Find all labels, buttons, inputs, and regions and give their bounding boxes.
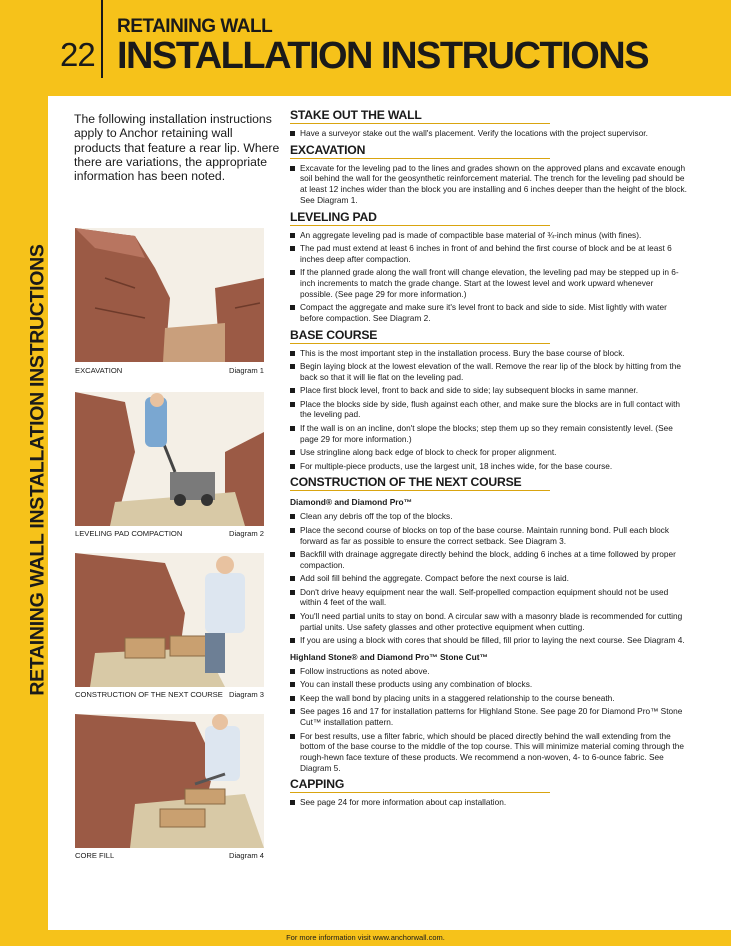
section-title-leveling: LEVELING PAD [290, 210, 550, 226]
list-excavation [290, 163, 688, 206]
list-item: Clean any debris off the top of the blocks. [290, 511, 688, 522]
caption-label: Diagram 3 [228, 690, 264, 699]
list-item: Add soil fill behind the aggregate. Compact before the next course is laid. [290, 573, 688, 584]
list-item: Compact the aggregate and make sure it's level front to back and side to side. Mist lightly with water before compaction. See Diagram 2. [290, 302, 688, 323]
excavation-illustration [75, 228, 264, 362]
sidebar-label: RETAINING WALL INSTALLATION INSTRUCTIONS [26, 244, 49, 696]
section-title-next: CONSTRUCTION OF THE NEXT COURSE [290, 475, 550, 491]
list-next-diamond [290, 511, 688, 646]
next-course-illustration [75, 553, 264, 687]
diagram-core-fill [75, 714, 264, 848]
list-item: You can install these products using any combination of blocks. [290, 679, 688, 690]
caption-label: Diagram 2 [228, 529, 264, 538]
list-item: Backfill with drainage aggregate directly behind the block, adding 6 inches at a time followed by proper compaction. [290, 549, 688, 570]
caption-text: EXCAVATION [75, 366, 123, 375]
list-item: If the wall is on an incline, don't slope the blocks; step them up so they remain consistently level. (See page 29 for more information.) [290, 423, 688, 444]
list-item: Follow instructions as noted above. [290, 666, 688, 677]
footer-band [0, 930, 731, 946]
list-item: For multiple-piece products, use the largest unit, 18 inches wide, for the base course. [290, 461, 688, 472]
intro-paragraph: The following installation instructions apply to Anchor retaining wall products that feature a rear lip. Where there are variations, the appropriate information has been noted. [74, 112, 280, 184]
list-base [290, 348, 688, 472]
footer-link-text[interactable]: For more information visit www.anchorwall.com. [286, 933, 445, 942]
list-item: Don't drive heavy equipment near the wall. Self-propelled compaction equipment should not be used within 4 feet of the wall. [290, 587, 688, 608]
list-item: Place first block level, front to back and side to side; lay subsequent blocks in same manner. [290, 385, 688, 396]
diagram-caption-2 [75, 529, 264, 538]
caption-text: CORE FILL [75, 851, 115, 860]
page-title: INSTALLATION INSTRUCTIONS [117, 35, 649, 77]
section-title-stake: STAKE OUT THE WALL [290, 108, 550, 124]
leveling-illustration [75, 392, 264, 526]
diagram-next-course [75, 553, 264, 687]
caption-label: Diagram 1 [228, 366, 264, 375]
list-item: If you are using a block with cores that should be filled, fill prior to laying the next course. See Diagram 4. [290, 635, 688, 646]
diagram-caption-1 [75, 366, 264, 375]
list-item: This is the most important step in the installation process. Bury the base course of block. [290, 348, 688, 359]
section-title-excavation: EXCAVATION [290, 143, 550, 159]
core-fill-illustration [75, 714, 264, 848]
list-next-highland [290, 666, 688, 774]
list-item: For best results, use a filter fabric, which should be placed directly behind the wall extending from the bottom of the base course to the middle of the top course. This will minimize material coming through the rough-hewn face texture of these products. We recommend a non-woven, 4- to 6-ounce fabric. See Diagram 5. [290, 731, 688, 774]
list-item: Have a surveyor stake out the wall's placement. Verify the locations with the project supervisor. [290, 128, 688, 139]
list-item: Use stringline along back edge of block to check for proper alignment. [290, 447, 688, 458]
list-leveling [290, 230, 688, 324]
subheading-highland: Highland Stone® and Diamond Pro™ Stone Cut™ [290, 651, 488, 662]
caption-label: Diagram 4 [228, 851, 264, 860]
list-stake [290, 128, 688, 139]
list-item: Keep the wall bond by placing units in a staggered relationship to the course beneath. [290, 693, 688, 704]
list-capping [290, 797, 688, 808]
title-small: RETAINING WALL [117, 16, 273, 37]
diagram-caption-4 [75, 851, 264, 860]
list-item: If the planned grade along the wall front will change elevation, the leveling pad may be stepped up in 6-inch increments to match the grade change. Start at the lowest level and work upward whenever possible. (See page 29 for more information.) [290, 267, 688, 299]
list-item: Place the blocks side by side, flush against each other, and make sure the blocks are in full contact with the leveling pad. [290, 399, 688, 420]
list-item: Excavate for the leveling pad to the lines and grades shown on the approved plans and excavate enough soil behind the wall for the geosynthetic reinforcement material. The trench for the leveling pad should be at least 12 inches wider than the block you are installing and 6 inches deeper than the height of the block. See Diagram 1. [290, 163, 688, 206]
list-item: See pages 16 and 17 for installation patterns for Highland Stone. See page 20 for Diamond Pro™ Stone Cut™ installation pattern. [290, 706, 688, 727]
list-item: The pad must extend at least 6 inches in front of and behind the first course of block and be at least 6 inches deep after compaction. [290, 243, 688, 264]
section-title-capping: CAPPING [290, 777, 550, 793]
diagram-caption-3 [75, 690, 264, 699]
list-item: Place the second course of blocks on top of the base course. Maintain running bond. Pull each block forward as far as possible to ensure the correct setback. See Diagram 3. [290, 525, 688, 546]
list-item: An aggregate leveling pad is made of compactible base material of ¾-inch minus (with fines). [290, 230, 688, 241]
header-divider [101, 0, 103, 78]
subheading-diamond: Diamond® and Diamond Pro™ [290, 497, 413, 508]
list-item: See page 24 for more information about cap installation. [290, 797, 688, 808]
instructions-column [290, 108, 688, 812]
diagram-leveling [75, 392, 264, 526]
caption-text: CONSTRUCTION OF THE NEXT COURSE [75, 690, 223, 699]
page-number: 22 [60, 36, 95, 73]
caption-text: LEVELING PAD COMPACTION [75, 529, 183, 538]
diagram-excavation [75, 228, 264, 362]
list-item: Begin laying block at the lowest elevation of the wall. Remove the rear lip of the block by hitting from the back so that it will lie flat on the leveling pad. [290, 361, 688, 382]
section-title-base: BASE COURSE [290, 328, 550, 344]
list-item: You'll need partial units to stay on bond. A circular saw with a masonry blade is recommended for cutting partial units. Use safety glasses and other protective equipment when cutting. [290, 611, 688, 632]
